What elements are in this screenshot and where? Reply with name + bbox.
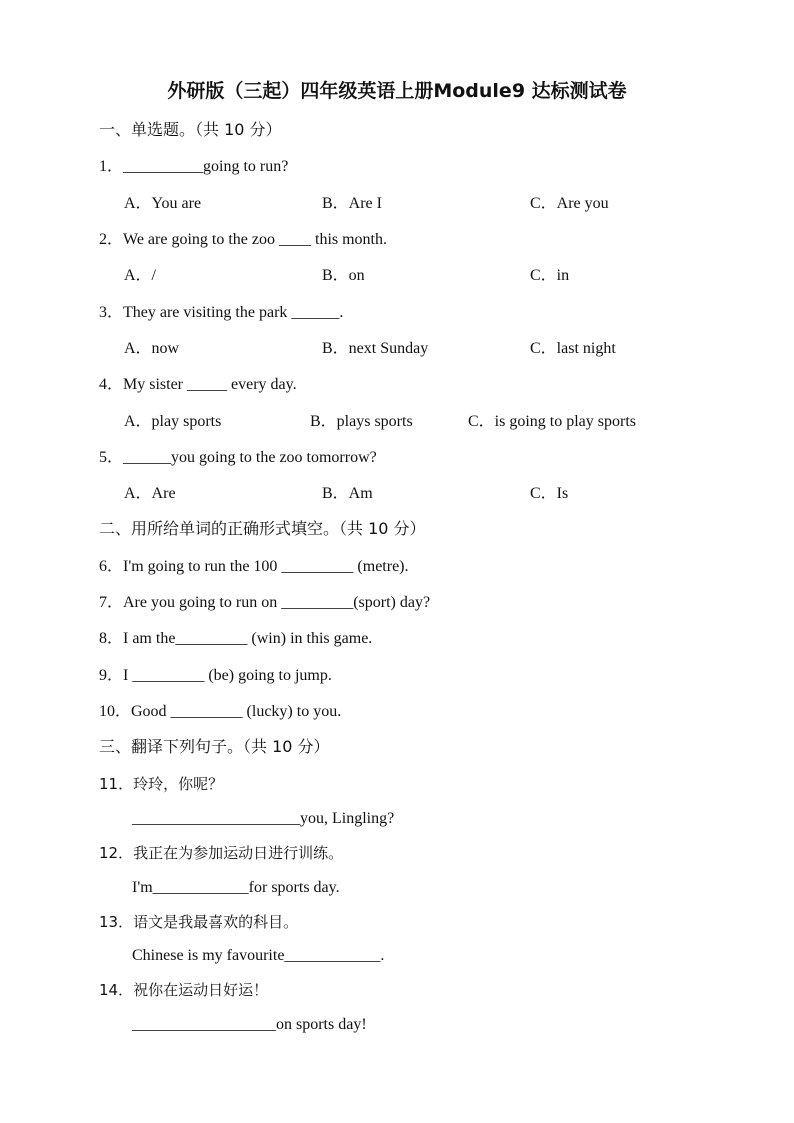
question-14-english: __________________on sports day! [132,1016,367,1033]
question-8: 8．I am the_________ (win) in this game. [99,630,373,647]
question-4-option-c: C．is going to play sports [468,413,637,430]
question-3-stem: 3．They are visiting the park ______. [99,304,344,321]
question-2-option-b: B．on [322,267,365,284]
question-5-option-c: C．Is [530,485,569,502]
section-heading-1: 一、单选题。（共 10 分） [99,120,282,139]
question-1-option-b: B．Are I [322,195,382,212]
question-5-option-b: B．Am [322,485,373,502]
question-10: 10．Good _________ (lucky) to you. [99,703,342,720]
question-1-option-a: A．You are [124,195,202,212]
page-title: 外研版（三起）四年级英语上册Module9 达标测试卷 [167,80,627,102]
question-5-option-a: A．Are [124,485,176,502]
question-1-option-c: C．Are you [530,195,609,212]
question-4-option-a: A．play sports [124,413,222,430]
question-12-english: I'm____________for sports day. [132,879,340,896]
question-3-option-a: A．now [124,340,180,357]
question-11-chinese: 11．玲玲，你呢？ [99,775,224,793]
question-1-stem: 1．__________going to run? [99,158,289,175]
question-3-option-b: B．next Sunday [322,340,429,357]
question-3-option-c: C．last night [530,340,616,357]
question-4-stem: 4．My sister _____ every day. [99,376,297,393]
section-heading-3: 三、翻译下列句子。（共 10 分） [99,737,330,756]
question-9: 9．I _________ (be) going to jump. [99,667,332,684]
question-14-chinese: 14．祝你在运动日好运！ [99,981,269,999]
question-2-option-a: A．/ [124,267,157,284]
question-11-english: _____________________you, Lingling? [132,810,395,827]
section-heading-2: 二、用所给单词的正确形式填空。（共 10 分） [99,519,426,538]
question-2-stem: 2．We are going to the zoo ____ this month. [99,231,388,248]
question-12-chinese: 12．我正在为参加运动日进行训练。 [99,844,344,862]
question-4-option-b: B．plays sports [310,413,413,430]
question-13-chinese: 13．语文是我最喜欢的科目。 [99,913,299,931]
question-5-stem: 5．______you going to the zoo tomorrow? [99,449,377,466]
question-6: 6．I'm going to run the 100 _________ (metre). [99,558,409,575]
question-2-option-c: C．in [530,267,570,284]
question-13-english: Chinese is my favourite____________. [132,947,385,964]
question-7: 7．Are you going to run on _________(sport) day? [99,594,431,611]
